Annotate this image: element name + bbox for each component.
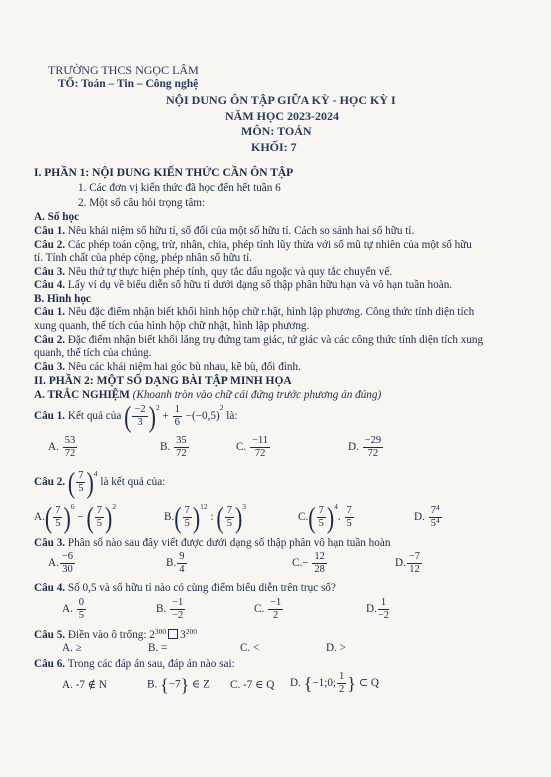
part2-heading: II. PHẦN 2: MỘT SỐ DẠNG BÀI TẬP MINH HỌA	[34, 375, 292, 387]
doc-title: NỘI DUNG ÔN TẬP GIỮA KỲ - HỌC KỲ I	[166, 93, 396, 107]
q1-option-b[interactable]: B. $\frac{35}{72}$	[160, 435, 187, 459]
q2-option-c[interactable]: C.( $\frac{7}{5}$ )$^4$. $\frac{7}{5}$	[298, 499, 352, 534]
mc-q4: Câu 4. Số 0,5 và số hữu tỉ nào có cùng điểm biểu diễn trên trục số?	[34, 582, 336, 594]
mc-q6: Câu 6. Trong các đáp án sau, đáp án nào sai:	[34, 658, 235, 670]
algebra-q3: Câu 3. Nêu thứ tự thực hiện phép tính, quy tắc dấu ngoặc và quy tắc chuyển vế.	[34, 266, 393, 278]
geometry-heading: B. Hình học	[34, 293, 91, 305]
q5-option-a[interactable]: A. ≥	[62, 642, 82, 654]
q4-option-a[interactable]: A. $\frac{0}{5}$	[62, 597, 84, 621]
q5-option-b[interactable]: B. =	[148, 642, 168, 654]
q6-option-d[interactable]: D. {−1;0; $\frac{1}{2}$ } ⊂ Q	[290, 671, 379, 695]
algebra-q2-cont: tỉ. Tính chất của phép cộng, phép nhân số hữu tỉ.	[34, 252, 253, 264]
algebra-q2: Câu 2. Các phép toán cộng, trừ, nhân, chia, phép tính lũy thừa với số mũ tự nhiên của một số hữu	[34, 239, 472, 251]
subject: MÔN: TOÁN	[241, 124, 312, 138]
grade: KHỐI: 7	[251, 140, 297, 154]
q4-option-b[interactable]: B. $\frac{-1}{-2}$	[156, 597, 184, 621]
geometry-q2: Câu 2. Đặc điểm nhận biết khối lăng trụ đứng tam giác, tứ giác và các công thức tính diện tích xung	[34, 334, 484, 346]
q2-option-b[interactable]: B.( $\frac{7}{5}$ )$^{12}$ : ( $\frac{7}{5}$ )$^3$	[164, 499, 247, 534]
q3-option-d[interactable]: D. $\frac{-7}{12}$	[395, 551, 421, 575]
q4-option-c[interactable]: C. $\frac{-1}{2}$	[254, 597, 282, 621]
blank-box[interactable]	[168, 629, 178, 639]
mc-heading: A. TRẮC NGHIỆM (Khoanh tròn vào chữ cái đứng trước phương án đúng)	[34, 389, 382, 401]
mc-q3: Câu 3. Phân số nào sau đây viết được dưới dạng số thập phân vô hạn tuần hoàn	[34, 537, 391, 549]
q5-option-d[interactable]: D. >	[326, 642, 346, 654]
geometry-q1: Câu 1. Nêu đặc điểm nhận biết khối hình hộp chữ r.hật, hình lập phương. Công thức tính diện tích	[34, 306, 475, 318]
mc-q5: Câu 5. Điền vào ô trống: $2^{300}$ $3^{200}$	[34, 627, 197, 641]
geometry-q3: Câu 3. Nêu các khái niệm hai góc bù nhau, kề bù, đối đỉnh.	[34, 361, 301, 373]
q6-option-b[interactable]: B. {−7} ∈ Z	[147, 675, 210, 695]
geometry-q1-cont: xung quanh, thể tích của hình hộp chữ nhật, hình lập phương.	[34, 320, 310, 332]
mc-q2: Câu 2. ( $\frac{7}{5}$ )$^4$ là kết quả của:	[34, 464, 166, 499]
algebra-q4: Câu 4. Lấy ví dụ về biểu diễn số hữu tỉ dưới dạng số thập phân hữu hạn và vô hạn tuần hoàn.	[34, 279, 453, 291]
part1-item2: 2. Một số câu hỏi trọng tâm:	[78, 197, 206, 209]
school-year: NĂM HỌC 2023-2024	[225, 109, 339, 123]
q6-option-a[interactable]: A. -7 ∉ N	[62, 679, 107, 691]
q1-option-c[interactable]: C. $\frac{-11}{72}$	[236, 435, 269, 459]
q1-option-d[interactable]: D. $\frac{-29}{72}$	[348, 435, 382, 459]
q6-option-c[interactable]: C. -7 ∈ Q	[230, 679, 275, 691]
q5-option-c[interactable]: C. <	[240, 642, 260, 654]
school-name: TRƯỜNG THCS NGỌC LÂM	[48, 63, 199, 77]
algebra-heading: A. Số học	[34, 211, 80, 223]
q3-option-b[interactable]: B. $\frac{9}{4}$	[166, 551, 185, 575]
q2-option-d[interactable]: D. $\frac{7^4}{5^4}$	[414, 503, 440, 529]
q3-option-a[interactable]: A. $\frac{-6}{30}$	[48, 551, 74, 575]
q3-option-c[interactable]: C.− $\frac{12}{28}$	[292, 551, 325, 575]
group-name: TỔ: Toán – Tin – Công nghệ	[58, 78, 199, 90]
q4-option-d[interactable]: D. $\frac{1}{-2}$	[366, 597, 390, 621]
algebra-q1: Câu 1. Nêu khái niệm số hữu tỉ, số đối của một số hữu tỉ. Cách so sánh hai số hữu tỉ.	[34, 225, 415, 237]
part1-heading: I. PHẦN 1: NỘI DUNG KIẾN THỨC CẦN ÔN TẬP	[34, 167, 294, 179]
geometry-q2-cont: quanh, thể tích của chúng.	[34, 347, 152, 359]
q1-option-a[interactable]: A. $\frac{53}{72}$	[48, 435, 76, 459]
q2-option-a[interactable]: A.( $\frac{7}{5}$ )$^6$ − ( $\frac{7}{5}$ )$^2$	[34, 499, 117, 534]
mc-q1: Câu 1. Kết quả của ( $\frac{-2}{3}$ )$^2$ + $\frac{1}{6}$ $-(-0,5)^2$ là:	[34, 398, 238, 433]
part1-item1: 1. Các đơn vị kiến thức đã học đến hết tuần 6	[78, 182, 281, 194]
